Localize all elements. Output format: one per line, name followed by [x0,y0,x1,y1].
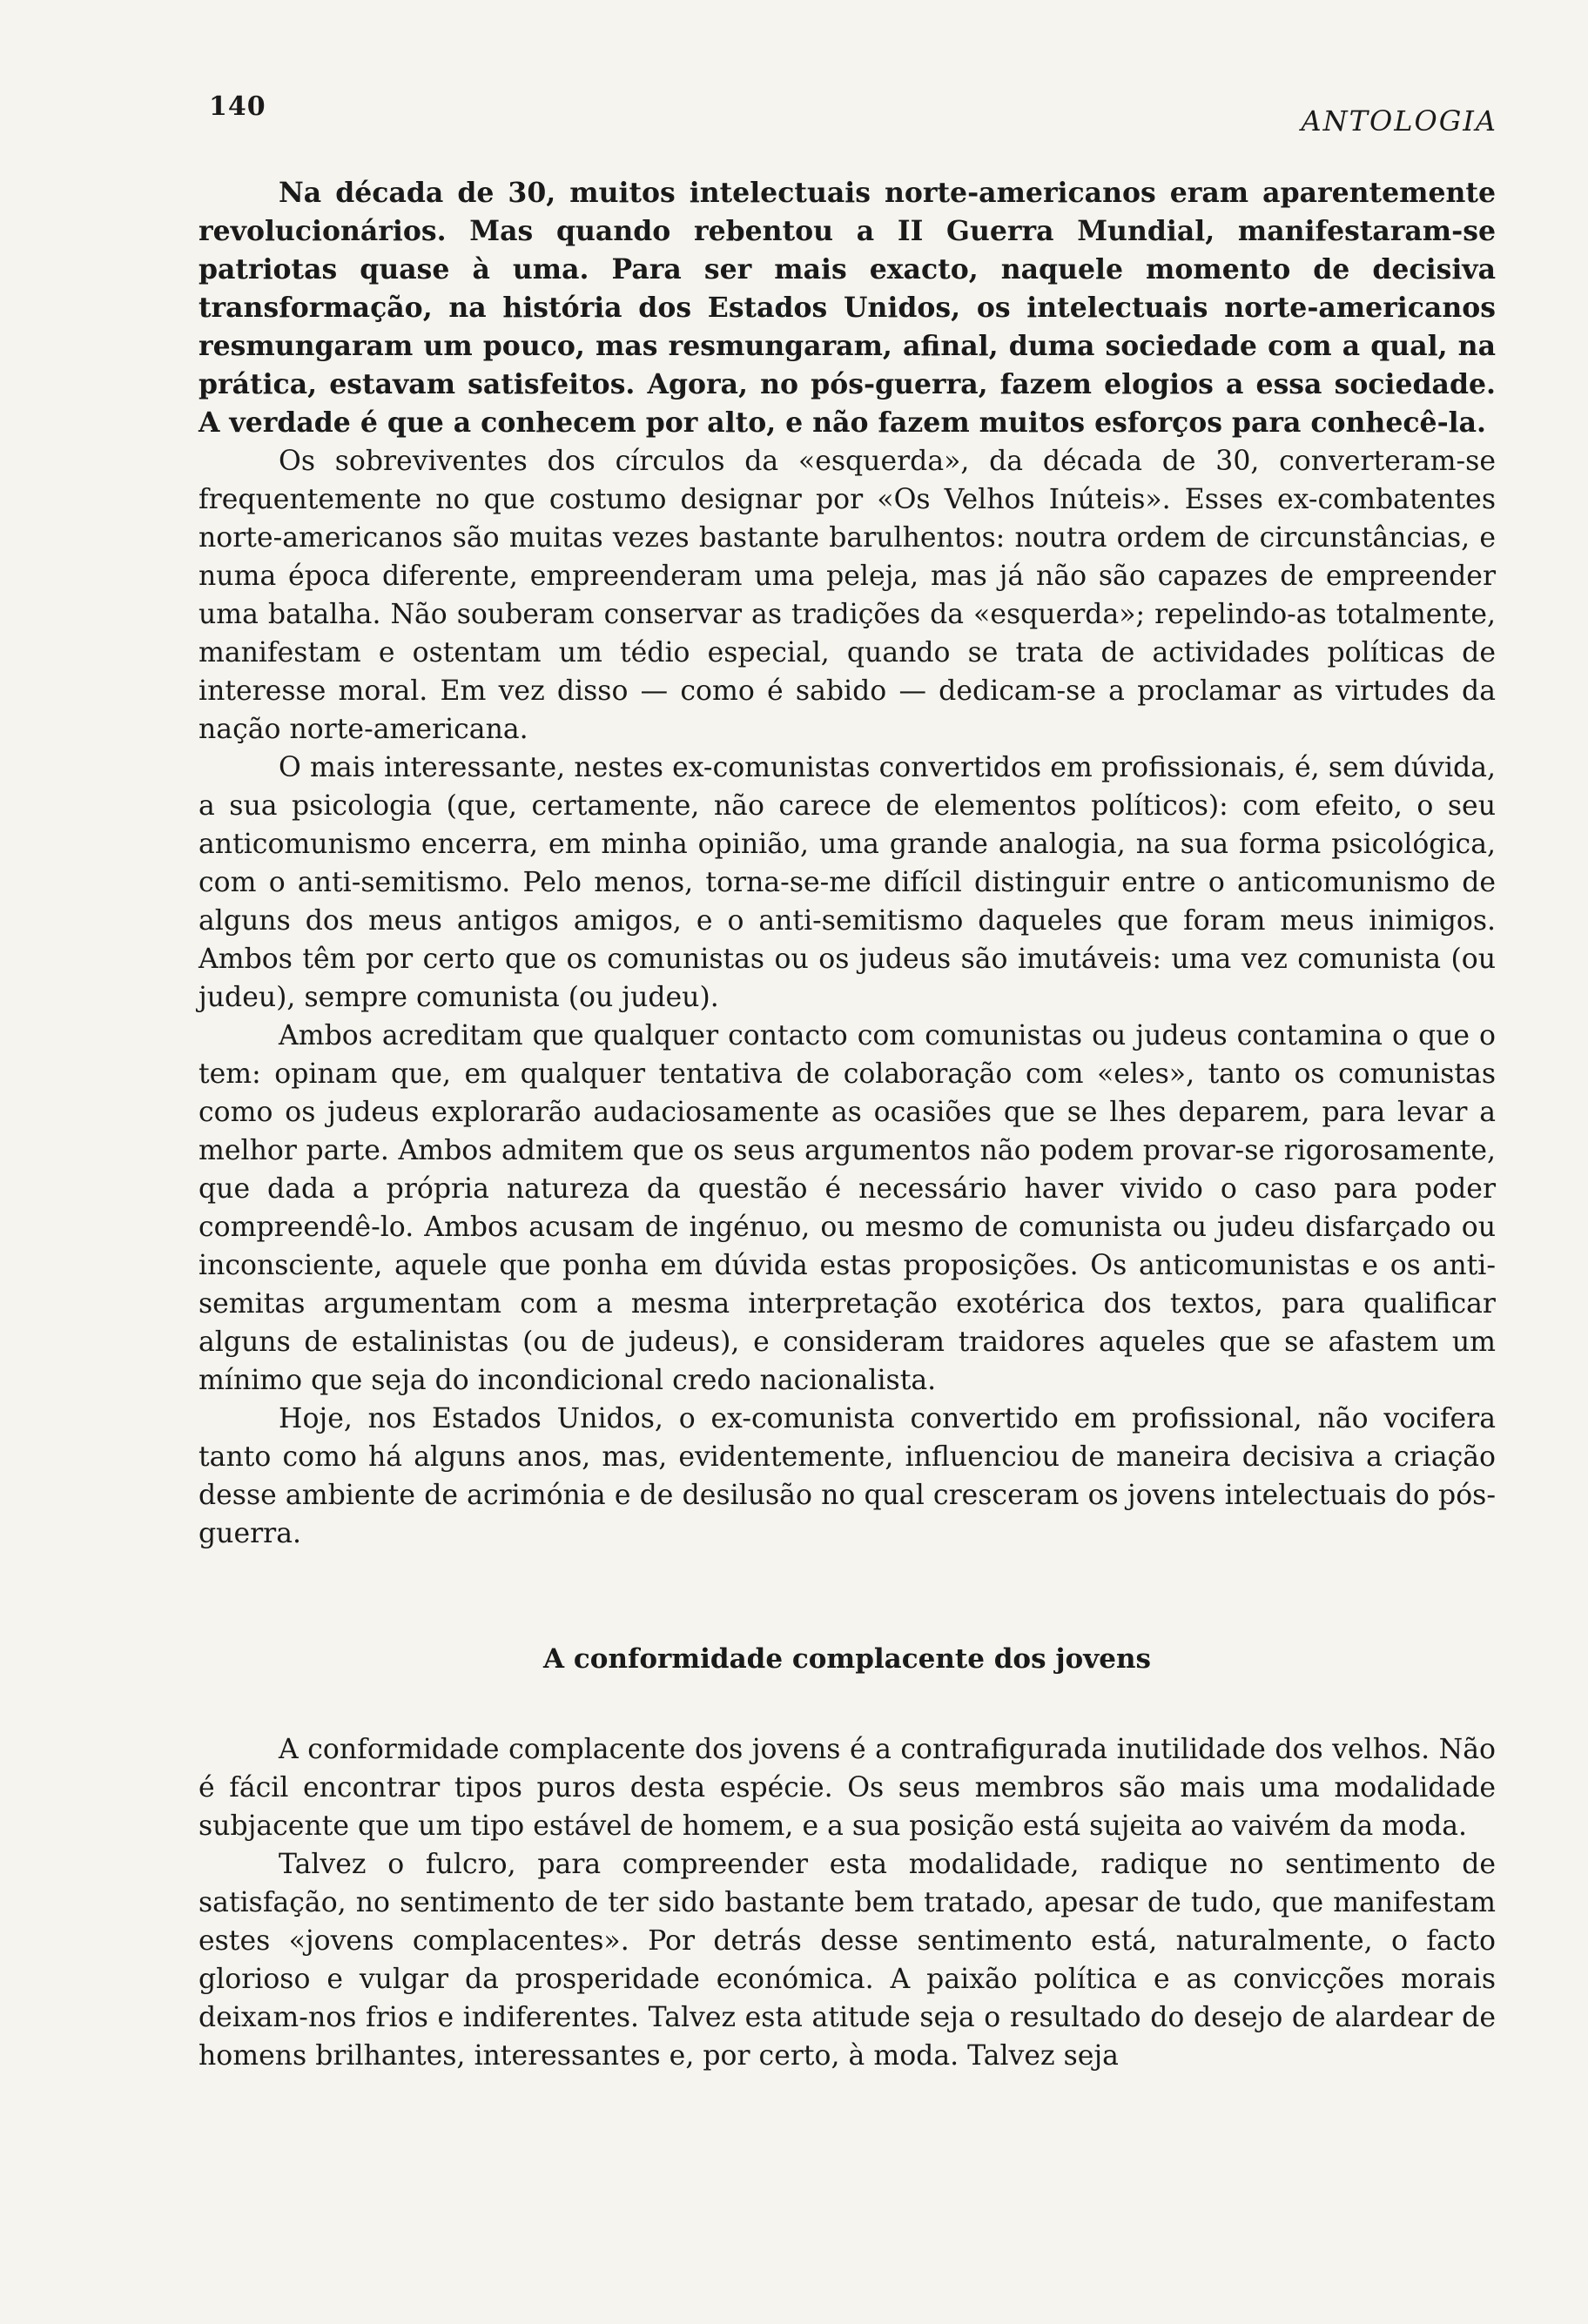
paragraph: Hoje, nos Estados Unidos, o ex-comunista convertido em profissional, não vocifera tanto como há alguns anos, mas, evidentemente, influenciou de maneira decisiva a criação desse ambiente de acrimónia e de desilusão no qual cresceram os jovens intelectuais do pós-guerra. [198,1403,1496,1549]
paragraph: Os sobreviventes dos círculos da «esquerda», da década de 30, converteram-se frequentemente no que costumo designar por «Os Velhos Inúteis». Esses ex-combatentes norte-americanos são muitas vezes bastante barulhentos: noutra ordem de circunstâncias, e numa época diferente, empreenderam uma peleja, mas já não são capazes de empreender uma batalha. Não souberam conservar as tradições da «esquerda»; repelindo-as totalmente, manifestam e ostentam um tédio especial, quando se trata de actividades políticas de interesse moral. Em vez disso — como é sabido — dedicam-se a proclamar as virtudes da nação norte-americana. [198,446,1496,745]
paragraph: Ambos acreditam que qualquer contacto com comunistas ou judeus contamina o que o tem: opinam que, em qualquer tentativa de colaboração com «eles», tanto os comunistas como os judeus explorarão audaciosamente as ocasiões que se lhes deparem, para levar a melhor parte. Ambos admitem que os seus argumentos não podem provar-se rigorosamente, que dada a própria natureza da questão é necessário haver vivido o caso para poder compreendê-lo. Ambos acusam de ingénuo, ou mesmo de comunista ou judeu disfarçado ou inconsciente, aquele que ponha em dúvida estas proposições. Os anticomunistas e os anti-semitas argumentam com a mesma interpretação exotérica dos textos, para qualificar alguns de estalinistas (ou de judeus), e consideram traidores aqueles que se afastem um mínimo que seja do incondicional credo nacionalista. [198,1020,1496,1396]
section-heading: A conformidade complacente dos jovens [543,1643,1151,1675]
running-title: ANTOLOGIA [1301,104,1497,138]
paragraph: Talvez o fulcro, para compreender esta modalidade, radique no sentimento de satisfação, no sentimento de ter sido bastante bem tratado, apesar de tudo, que manifestam estes «jovens complacentes». Por detrás desse sentimento está, naturalmente, o facto glorioso e vulgar da prosperidade económica. A paixão política e as convicções morais deixam-nos frios e indiferentes. Talvez esta atitude seja o resultado do desejo de alardear de homens brilhantes, interessantes e, por certo, à moda. Talvez seja [198,1849,1496,2072]
page-body [198,174,1496,2075]
paragraph: O mais interessante, nestes ex-comunistas convertidos em profissionais, é, sem dúvida, a sua psicologia (que, certamente, não carece de elementos políticos): com efeito, o seu anticomunismo encerra, em minha opinião, uma grande analogia, na sua forma psicológica, com o anti-semitismo. Pelo menos, torna-se-me difícil distinguir entre o anticomunismo de alguns dos meus antigos amigos, e o anti-semitismo daqueles que foram meus inimigos. Ambos têm por certo que os comunistas ou os judeus são imutáveis: uma vez comunista (ou judeu), sempre comunista (ou judeu). [198,752,1496,1013]
paragraph: Na década de 30, muitos intelectuais norte-americanos eram aparentemente revolucionários. Mas quando rebentou a II Guerra Mundial, manifestaram-se patriotas quase à uma. Para ser mais exacto, naquele momento de decisiva transformação, na história dos Estados Unidos, os intelectuais norte-americanos resmungaram um pouco, mas resmungaram, afinal, duma sociedade com a qual, na prática, estavam satisfeitos. Agora, no pós-guerra, fazem elogios a essa sociedade. A verdade é que a conhecem por alto, e não fazem muitos esforços para conhecê-la. [198,177,1496,439]
page-number: 140 [209,91,266,122]
paragraph: A conformidade complacente dos jovens é a contrafigurada inutilidade dos velhos. Não é fácil encontrar tipos puros desta espécie. Os seus membros são mais uma modalidade subjacente que um tipo estável de homem, e a sua posição está sujeita ao vaivém da moda. [198,1734,1496,1842]
